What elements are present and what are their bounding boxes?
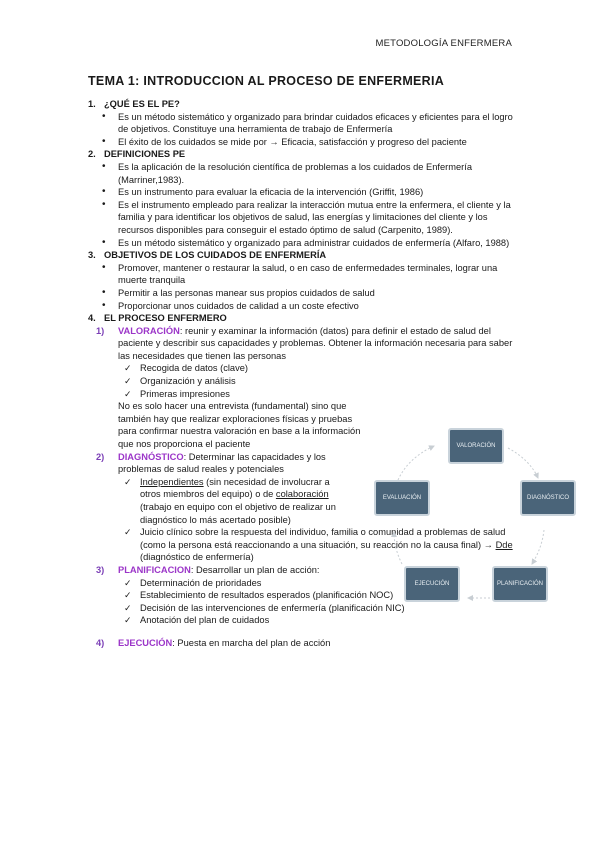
phase-diagnostico: 2) DIAGNÓSTICO: Determinar las capacidades y los problemas de salud reales y potenciales — [96, 451, 326, 475]
bullet-item: • Permitir a las personas manear sus propios cuidados de salud — [88, 287, 518, 300]
running-header: METODOLOGÍA ENFERMERA — [375, 38, 512, 49]
check-item: ✓ Recogida de datos (clave) — [88, 362, 518, 375]
phase-planificacion: 3) PLANIFICACION: Desarrollar un plan de acción: — [96, 564, 320, 575]
node-planificacion: PLANIFICACIÓN — [492, 566, 548, 602]
nursing-process-cycle-diagram — [372, 428, 569, 608]
arrow-valoracion-diagnostico — [508, 448, 538, 478]
node-valoracion: VALORACIÓN — [448, 428, 504, 464]
arrow-evaluacion-valoracion — [398, 446, 434, 480]
check-item: ✓ Primeras impresiones — [88, 388, 518, 401]
section-heading: 2. DEFINICIONES PE — [88, 149, 186, 160]
bullet-item: • Proporcionar unos cuidados de calidad a un coste efectivo — [88, 300, 518, 313]
bullet-item: • Es un método sistemático y organizado para brindar cuidados eficaces y eficientes para el logro de objetivos. Constituye una herramienta de trabajo de Enfermería — [88, 111, 518, 136]
check-item: ✓ Organización y análisis — [88, 375, 518, 388]
section-heading: 1. ¿QUÉ ES EL PE? — [88, 99, 180, 109]
section-que-es — [88, 98, 518, 148]
section-definiciones — [88, 148, 518, 249]
bullet-item: • Es un instrumento para evaluar la eficacia de la intervención (Griffit, 1986) — [88, 186, 518, 199]
node-evaluacion: EVALUACIÓN — [374, 480, 430, 516]
page-title: TEMA 1: INTRODUCCION AL PROCESO DE ENFERMERIA — [88, 74, 445, 88]
bullet-item: • Es el instrumento empleado para realizar la interacción mutua entre la enfermera, el cliente y la familia y para identificar los objetivos de salud, las energías y limitaciones del cliente y los recursos disponibles para conseguir el estado óptimo de salud (Carpenito, 1989). — [88, 199, 518, 237]
phase-label: EJECUCIÓN — [118, 637, 173, 648]
phase-label: VALORACIÓN — [118, 325, 180, 336]
phase-ejecucion: 4) EJECUCIÓN: Puesta en marcha del plan de acción — [96, 637, 331, 648]
section-heading: 3. OBJETIVOS DE LOS CUIDADOS DE ENFERMERÍA — [88, 250, 327, 261]
check-item: ✓ Anotación del plan de cuidados — [88, 614, 518, 627]
section-objetivos — [88, 249, 518, 312]
arrow-ejecucion-evaluacion — [394, 532, 402, 564]
phase-label: PLANIFICACION — [118, 564, 191, 575]
check-item: ✓ Determinación de prioridades — [88, 577, 518, 590]
phase-valoracion: 1) VALORACIÓN: reunir y examinar la información (datos) para definir el estado de salud del paciente y describir sus capacidades y problemas. Obtener la información necesaria para saber las necesidades que tienen las personas — [96, 325, 513, 361]
bullet-item: • El éxito de los cuidados se mide por → Eficacia, satisfacción y progreso del paciente — [88, 136, 518, 149]
check-item: ✓ Establecimiento de resultados esperados (planificación NOC) — [88, 589, 518, 602]
phase-label: DIAGNÓSTICO — [118, 451, 184, 462]
section-heading: 4. EL PROCESO ENFERMERO — [88, 313, 227, 324]
node-ejecucion: EJECUCIÓN — [404, 566, 460, 602]
bullet-item: • Es la aplicación de la resolución científica de problemas a los cuidados de Enfermería (Marriner,1983). — [88, 161, 518, 186]
bullet-item: • Es un método sistemático y organizado para administrar cuidados de enfermería (Alfaro, 1988) — [88, 237, 518, 250]
check-item: ✓ Independientes (sin necesidad de involucrar a otros miembros del equipo) o de colaboración (trabajo en equipo con el objetivo de realizar un diagnóstico lo más acertado posible) — [88, 476, 340, 526]
check-item: ✓ Decisión de las intervenciones de enfermería (planificación NIC) — [88, 602, 518, 615]
valoracion-note: No es solo hacer una entrevista (fundamental) sino que también hay que realizar exploraciones físicas y pruebas para confirmar nuestra valoración en base a la información que nos proporciona el paciente — [118, 401, 361, 450]
bullet-item: • Promover, mantener o restaurar la salud, o en caso de enfermedades terminales, lograr una muerte tranquila — [88, 262, 518, 287]
arrow-diagnostico-planificacion — [532, 530, 544, 564]
check-item: ✓ Juicio clínico sobre la respuesta del individuo, familia o comunidad a problemas de salud (como la persona está reaccionando a una situación, su reacción no la causa final) → Dde (diagnóstico de enfermería) — [88, 526, 518, 564]
node-diagnostico: DIAGNÓSTICO — [520, 480, 576, 516]
